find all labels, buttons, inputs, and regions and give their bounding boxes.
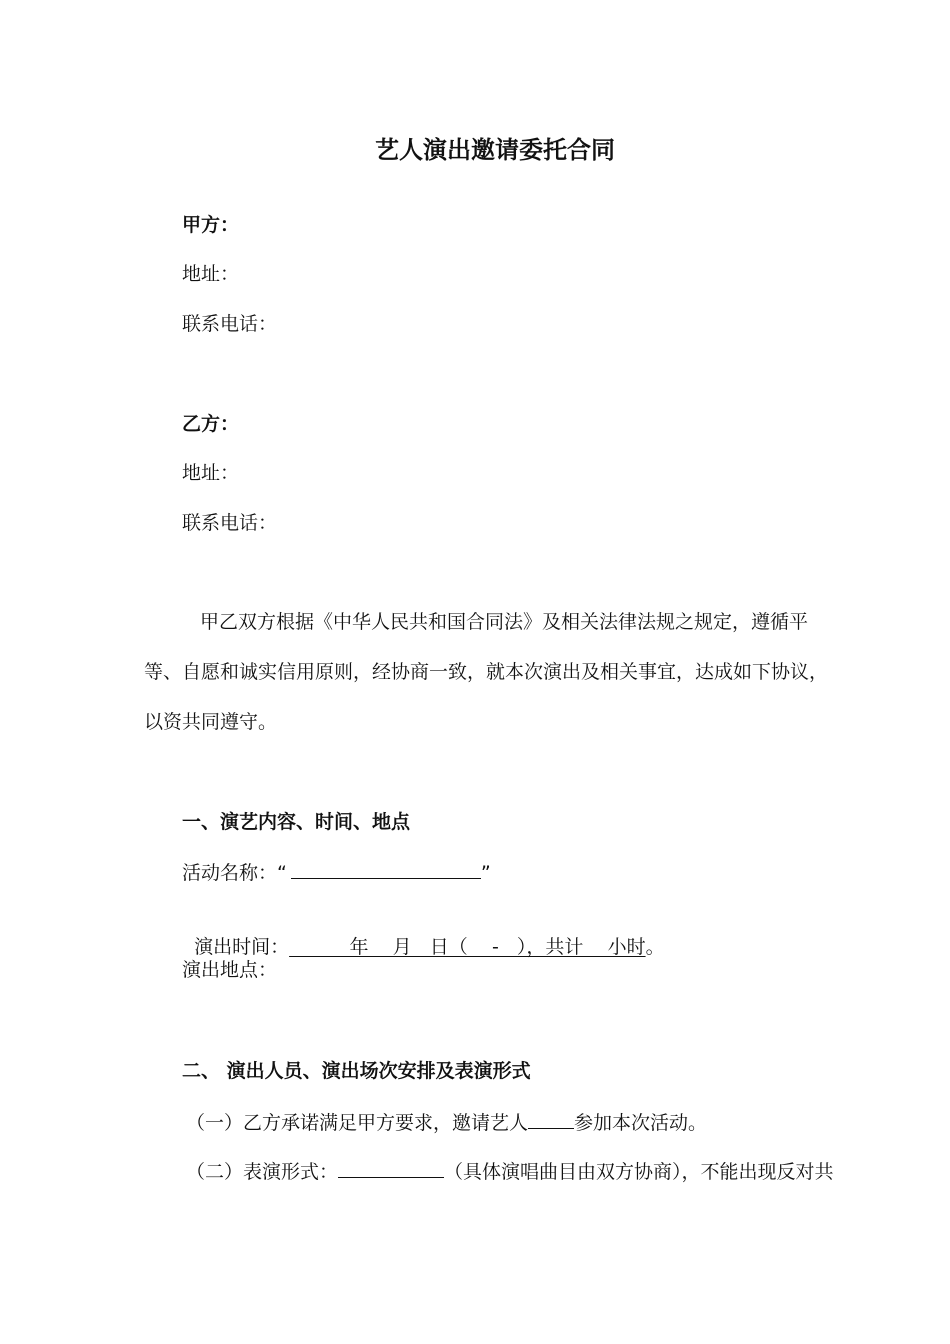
activity-name-row [182,858,491,886]
performance-time-label: 演出时间： [194,936,290,958]
performance-time-blank[interactable]: 年 月 日（ - ），共计 小时 [289,936,646,958]
artist-blank[interactable] [528,1108,574,1129]
item-2-text-b: （具体演唱曲目由双方协商），不能出现反对共 [444,1161,834,1183]
item-1-row [186,1108,707,1136]
party-b-address: 地址： [182,462,240,484]
item-1-text-b: 参加本次活动。 [574,1112,708,1134]
section-1-heading: 一、演艺内容、时间、地点 [182,811,411,833]
activity-name-label: 活动名称：“ [182,862,287,884]
party-a-phone: 联系电话： [182,313,278,335]
preamble-line-1: 甲乙双方根据《中华人民共和国合同法》及相关法律法规之规定，遵循平 [200,611,809,633]
performance-time-end: 。 [645,936,665,958]
section-2-heading: 二、 演出人员、演出场次安排及表演形式 [182,1060,531,1082]
performance-time-row [182,908,665,960]
preamble-line-3: 以资共同遵守。 [144,711,278,733]
performance-form-blank[interactable] [338,1157,444,1178]
activity-name-close: ” [480,862,491,884]
party-b-phone: 联系电话： [182,512,278,534]
item-2-row [186,1157,834,1185]
party-b-label: 乙方： [182,413,240,435]
party-a-label: 甲方： [182,214,240,236]
preamble-line-2: 等、自愿和诚实信用原则，经协商一致，就本次演出及相关事宜，达成如下协议， [144,661,829,683]
item-1-text-a: （一）乙方承诺满足甲方要求，邀请艺人 [186,1112,529,1134]
activity-name-blank[interactable] [291,858,481,879]
party-a-address: 地址： [182,263,240,285]
document-title: 艺人演出邀请委托合同 [375,136,615,164]
item-2-text-a: （二）表演形式： [186,1161,339,1183]
performance-place-label: 演出地点： [182,959,278,981]
